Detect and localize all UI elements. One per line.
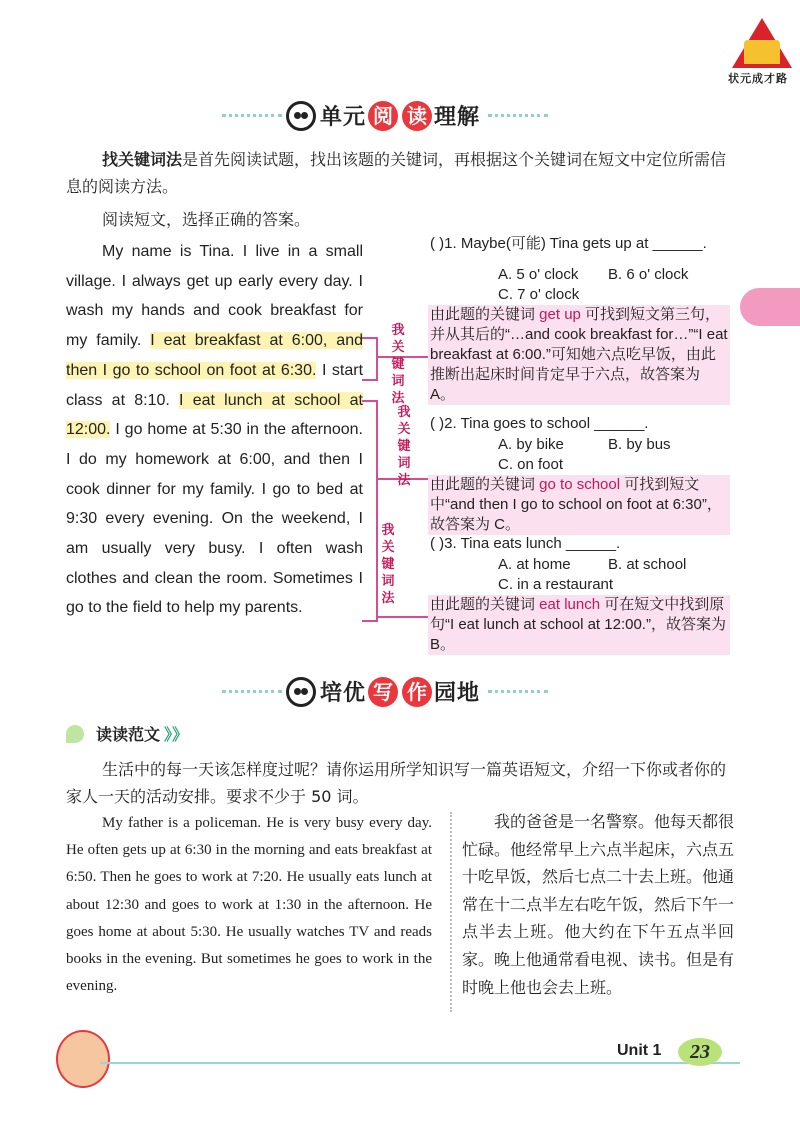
question-stem: ( )3. Tina eats lunch ______.	[430, 535, 621, 552]
tip-label: 我关键词法	[397, 405, 411, 488]
tip-label: 我关键词法	[391, 323, 405, 406]
option-b: B. by bus	[608, 436, 671, 453]
option-a: A. by bike	[498, 436, 564, 453]
banner-bubble-2: 作	[402, 677, 432, 707]
tip-label: 我关键词法	[381, 523, 395, 606]
option-c: C. on foot	[498, 456, 564, 473]
banner-bubble-1: 写	[368, 677, 398, 707]
question-1	[428, 234, 730, 405]
passage-text: I go home at 5:30 in the afternoon. I do my homework at 6:00, and then I cook dinner for my family. I go to bed at 9:30 every evening. On the weekend, I am usually very busy. I often wash clothes and clean the room. Sometimes I go to the field to help my parents.	[66, 421, 363, 617]
reading-passage	[66, 237, 363, 623]
double-arrow-icon: 》》	[164, 725, 189, 744]
model-essay: My father is a policeman. He is very busy every day. He often gets up at 6:30 in the morning and eats breakfast at 6:50. Then he goes to work at 7:20. He usually eats lunch at about 12:30 and goes to work at 1:30 in the afternoon. He goes home at about 5:30. He usually watches TV and reads books in the evening. But sometimes he goes to work in the evening.	[66, 815, 432, 995]
banner-title-part2: 园地	[434, 681, 481, 706]
question-3	[428, 534, 730, 655]
writing-prompt: 生活中的每一天该怎样度过呢？请你运用所学知识写一篇英语短文，介绍一下你或者你的家人一天的活动安排。要求不少于 50 词。	[66, 760, 727, 806]
logo-emblem	[744, 40, 780, 64]
instruction: 阅读短文，选择正确的答案。	[102, 210, 311, 229]
passage-text: I start class at 8:10.	[66, 361, 364, 409]
banner-title-part2: 理解	[434, 105, 481, 130]
leaf-icon	[66, 725, 84, 743]
model-essay-label	[66, 722, 188, 745]
logo-text: 状元成才路	[728, 72, 788, 85]
connector-line	[376, 616, 428, 618]
passage-text: My name is Tina. I live in a small village. I always get up early every day. I wash my hands and cook breakfast for my family.	[66, 243, 363, 350]
keyword: eat lunch	[539, 596, 601, 613]
keyword: get up	[539, 306, 581, 323]
section-label: 读读范文	[96, 725, 161, 744]
option-b: B. at school	[608, 556, 687, 573]
reading-banner	[222, 100, 578, 131]
banner-bubble-1: 阅	[368, 101, 398, 131]
bracket-connector	[362, 400, 378, 622]
option-a: A. 5 o' clock	[498, 266, 579, 283]
dotted-line	[488, 690, 548, 693]
option-c: C. in a restaurant	[498, 576, 614, 593]
writing-banner	[222, 676, 578, 707]
panda-icon	[286, 101, 316, 131]
explanation: 由此题的关键词 go to school 可找到短文中“and then I go to school on foot at 6:30”，故答案为 C。	[428, 475, 730, 535]
method-description: 是首先阅读试题，找出该题的关键词，再根据这个关键词在短文中定位所需信息的阅读方法。	[66, 150, 727, 196]
bracket-connector	[362, 337, 378, 381]
banner-title-part1: 单元	[320, 105, 367, 130]
option-a: A. at home	[498, 556, 571, 573]
method-name: 找关键词法	[102, 150, 183, 169]
option-b: B. 6 o' clock	[608, 266, 689, 283]
passage-keysentence-2: I eat lunch at school at 12:00.	[66, 391, 364, 439]
unit-label: Unit 1	[617, 1042, 662, 1059]
dotted-line	[488, 114, 548, 117]
explanation: 由此题的关键词 get up 可找到短文第三句，并从其后的“…and cook breakfast for…”“I eat breakfast at 6:00.”可知她六点吃早饭，由此推断出起床时间肯定早于六点，故答案为 A。	[428, 305, 730, 405]
banner-title-part1: 培优	[320, 681, 367, 706]
banner-bubble-2: 读	[402, 101, 432, 131]
chinese-translation: 我的爸爸是一名警察。他每天都很忙碌。他经常早上六点半起床，六点五十吃早饭，然后七点二十去上班。他通常在十二点半左右吃午饭，然后下午一点半去上班。他大约在下午五点半回家。晚上他通常看电视、读书。但是有时晚上他也会去上班。	[462, 812, 735, 997]
page-number: 23	[678, 1038, 722, 1066]
question-2	[428, 414, 730, 535]
question-stem: ( )1. Maybe(可能) Tina gets up at ______.	[430, 235, 707, 252]
method-intro	[66, 146, 738, 200]
side-tab-mouse-icon	[740, 288, 800, 326]
question-stem: ( )2. Tina goes to school ______.	[430, 415, 649, 432]
keyword: go to school	[539, 476, 621, 493]
passage-keysentence-1: I eat breakfast at 6:00, and then I go to school on foot at 6:30.	[66, 332, 363, 379]
mascot-icon	[56, 1030, 110, 1088]
dotted-line	[222, 690, 282, 693]
dotted-line	[222, 114, 282, 117]
panda-icon	[286, 677, 316, 707]
footer-line	[100, 1062, 740, 1064]
column-divider	[450, 812, 452, 1012]
explanation: 由此题的关键词 eat lunch 可在短文中找到原句“I eat lunch at school at 12:00.”，故答案为 B。	[428, 595, 730, 655]
option-c: C. 7 o' clock	[498, 286, 580, 303]
